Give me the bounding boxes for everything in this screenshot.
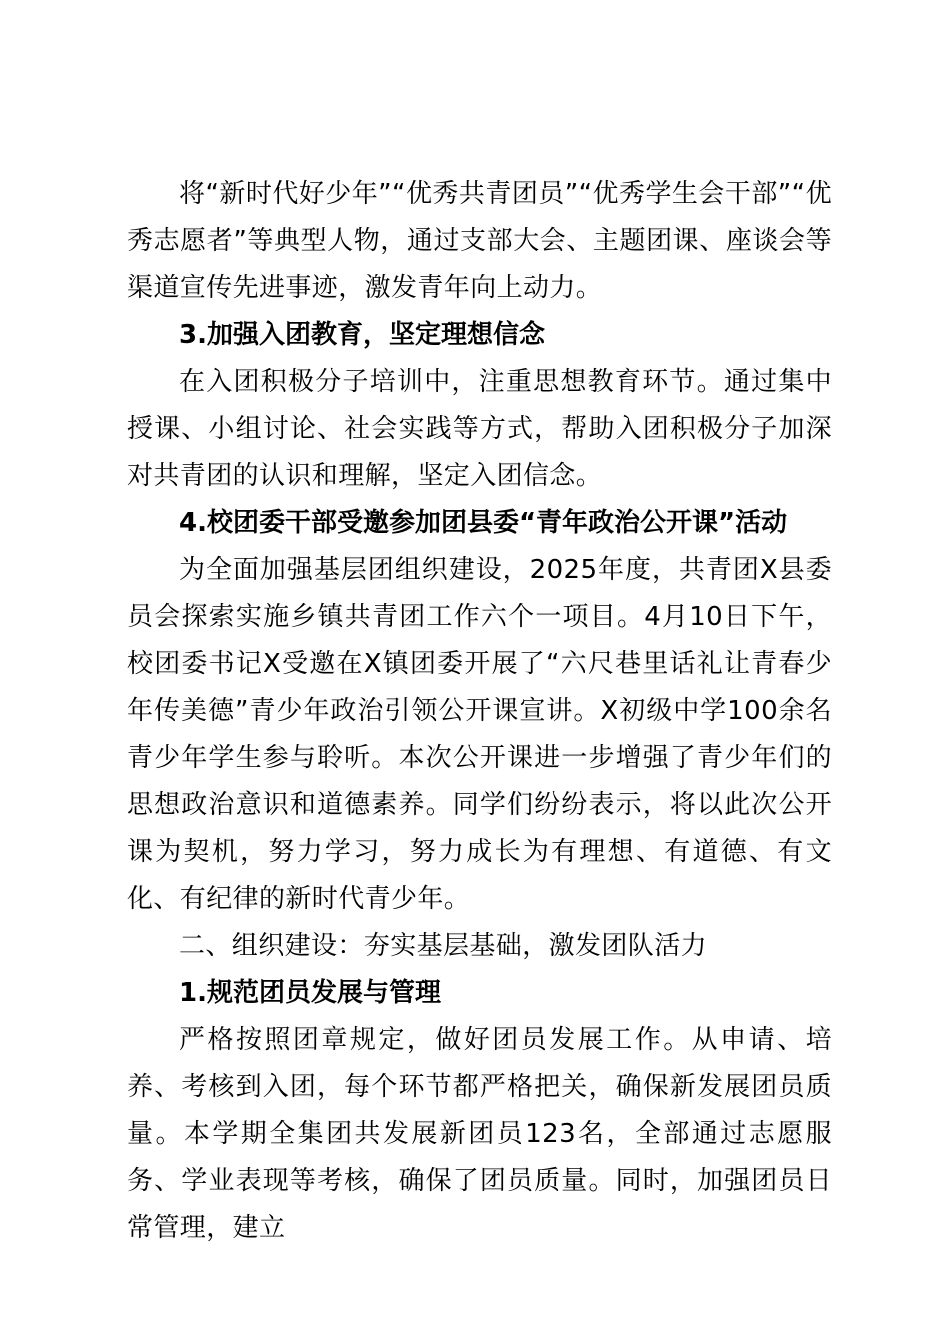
document-body xyxy=(127,171,832,1252)
heading-member-management: 1.规范团员发展与管理 xyxy=(179,978,441,1008)
section-title-organization: 二、组织建设：夯实基层基础，激发团队活力 xyxy=(179,931,708,961)
heading-politics-open-class: 4.校团委干部受邀参加团县委“青年政治公开课”活动 xyxy=(179,508,788,538)
paragraph-admission-training: 在入团积极分子培训中，注重思想教育环节。通过集中授课、小组讨论、社会实践等方式，帮助入团积极分子加深对共青团的认识和理解，坚定入团信念。 xyxy=(127,367,832,491)
paragraph-role-models: 将“新时代好少年”“优秀共青团员”“优秀学生会干部”“优秀志愿者”等典型人物，通过支部大会、主题团课、座谈会等渠道宣传先进事迹，激发青年向上动力。 xyxy=(127,179,832,303)
heading-admission-education: 3.加强入团教育，坚定理想信念 xyxy=(179,320,545,350)
paragraph-member-development: 严格按照团章规定，做好团员发展工作。从申请、培养、考核到入团，每个环节都严格把关，确保新发展团员质量。本学期全集团共发展新团员123名，全部通过志愿服务、学业表现等考核，确保了团员质量。同时，加强团员日常管理，建立 xyxy=(127,1025,832,1243)
paragraph-open-class-event: 为全面加强基层团组织建设，2025年度，共青团X县委员会探索实施乡镇共青团工作六个一项目。4月10日下午，校团委书记X受邀在X镇团委开展了“六尺巷里话礼让青春少年传美德”青少年政治引领公开课宣讲。X初级中学100余名青少年学生参与聆听。本次公开课进一步增强了青少年们的思想政治意识和道德素养。同学们纷纷表示，将以此次公开课为契机，努力学习，努力成长为有理想、有道德、有文化、有纪律的新时代青少年。 xyxy=(127,555,832,914)
